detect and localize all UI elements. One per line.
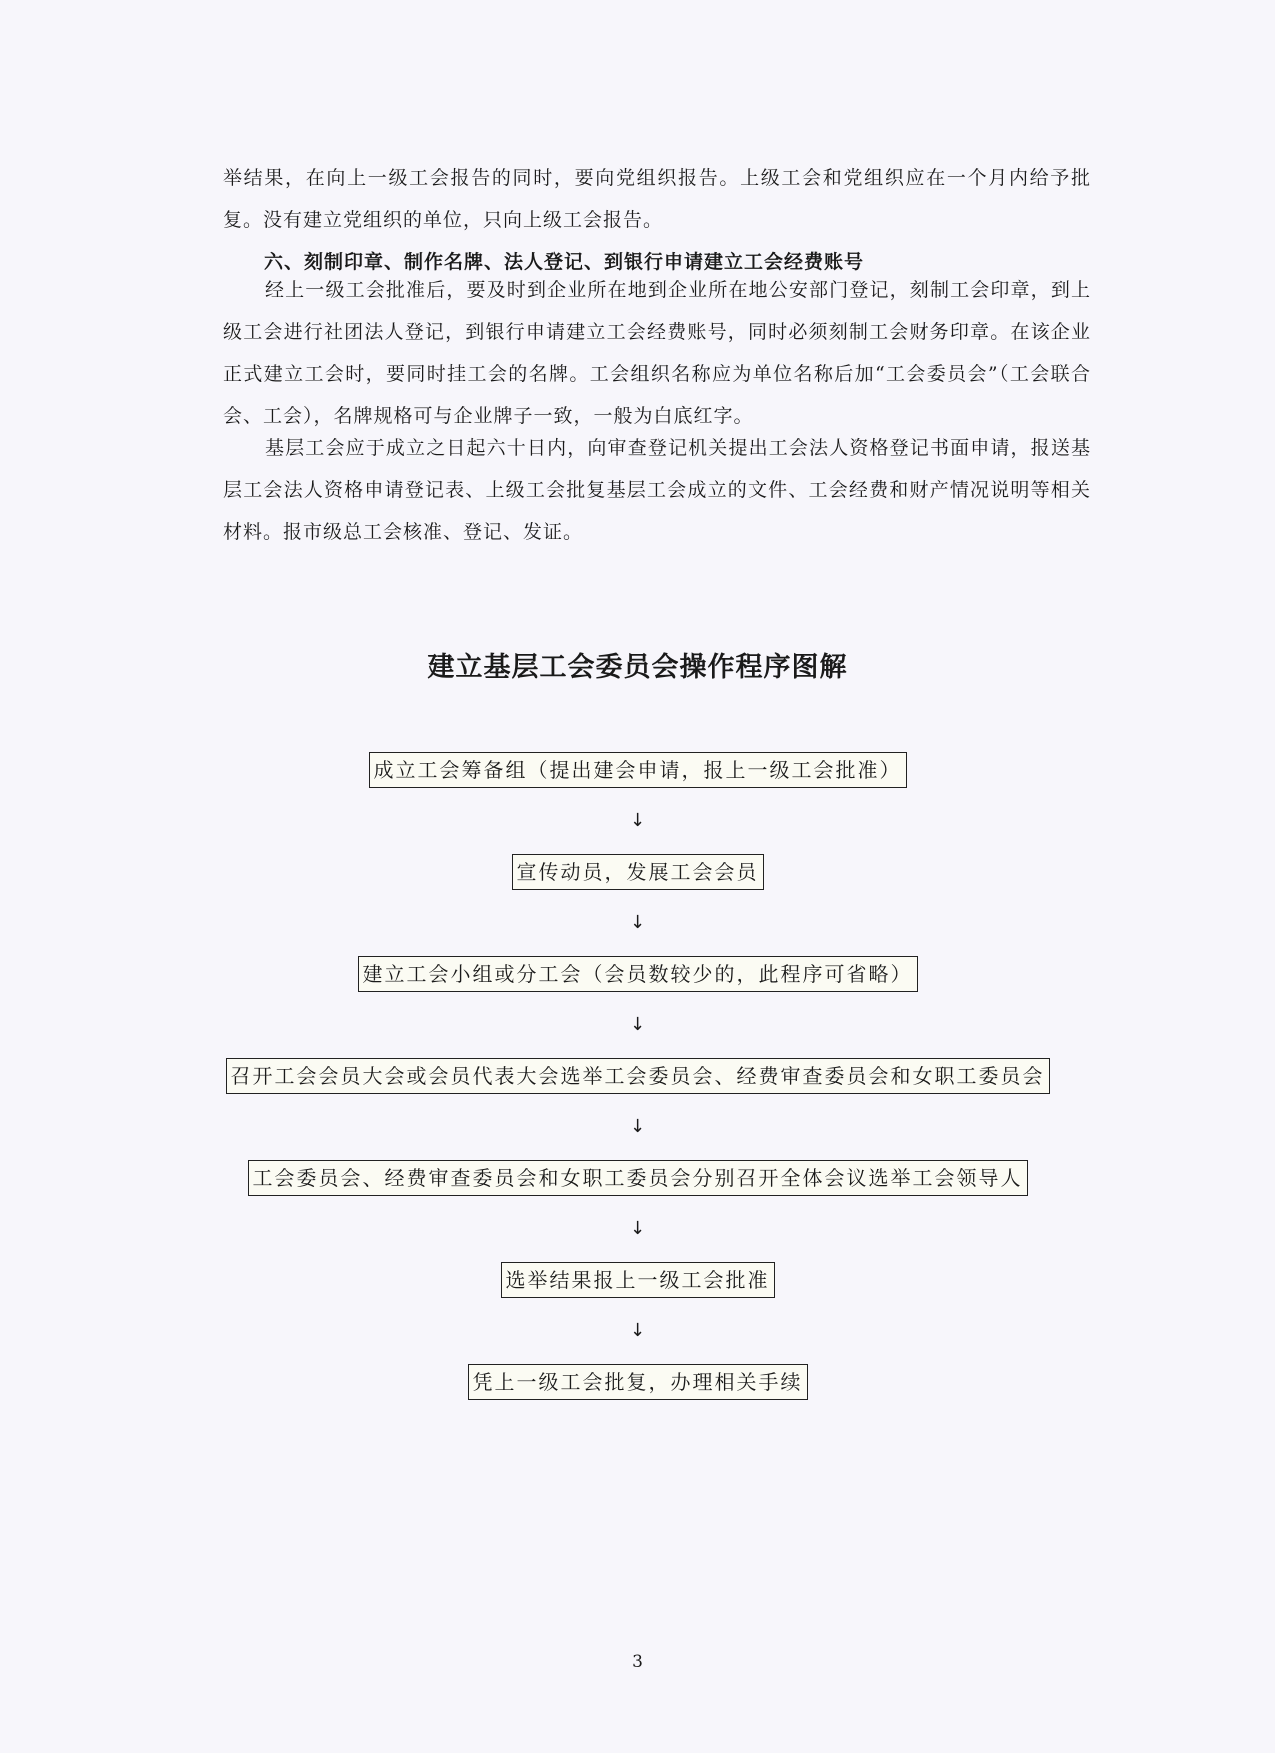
flow-step-2: 宣传动员，发展工会会员	[512, 854, 764, 890]
section-heading-six: 六、刻制印章、制作名牌、法人登记、到银行申请建立工会经费账号	[264, 251, 865, 273]
procedure-flowchart	[0, 752, 1275, 1400]
flow-arrow-down-icon: ↓	[629, 1116, 646, 1137]
flow-arrow-down-icon: ↓	[629, 1218, 646, 1239]
flow-step-5: 工会委员会、经费审查委员会和女职工委员会分别召开全体会议选举工会领导人	[248, 1160, 1028, 1196]
flow-step-6: 选举结果报上一级工会批准	[501, 1262, 775, 1298]
paragraph-seal-registration: 经上一级工会批准后，要及时到企业所在地到企业所在地公安部门登记，刻制工会印章，到上级工会进行社团法人登记，到银行申请建立工会经费账号，同时必须刻制工会财务印章。在该企业正式建立工会时，要同时挂工会的名牌。工会组织名称应为单位名称后加“工会委员会”（工会联合会、工会），名牌规格可与企业牌子一致，一般为白底红字。	[223, 279, 1091, 427]
diagram-title: 建立基层工会委员会操作程序图解	[427, 652, 848, 683]
page-number: 3	[632, 1652, 643, 1672]
paragraph-legal-registration: 基层工会应于成立之日起六十日内，向审查登记机关提出工会法人资格登记书面申请，报送基层工会法人资格申请登记表、上级工会批复基层工会成立的文件、工会经费和财产情况说明等相关材料。报市级总工会核准、登记、发证。	[223, 437, 1091, 543]
flow-step-7: 凭上一级工会批复，办理相关手续	[468, 1364, 808, 1400]
flow-arrow-down-icon: ↓	[629, 1320, 646, 1341]
flow-arrow-down-icon: ↓	[629, 1014, 646, 1035]
flow-step-3: 建立工会小组或分工会（会员数较少的，此程序可省略）	[358, 956, 918, 992]
flow-arrow-down-icon: ↓	[629, 810, 646, 831]
flow-step-1: 成立工会筹备组（提出建会申请，报上一级工会批准）	[369, 752, 907, 788]
paragraph-continuation: 举结果，在向上一级工会报告的同时，要向党组织报告。上级工会和党组织应在一个月内给予批复。没有建立党组织的单位，只向上级工会报告。	[223, 167, 1091, 231]
flow-step-4: 召开工会会员大会或会员代表大会选举工会委员会、经费审查委员会和女职工委员会	[226, 1058, 1050, 1094]
flow-arrow-down-icon: ↓	[629, 912, 646, 933]
